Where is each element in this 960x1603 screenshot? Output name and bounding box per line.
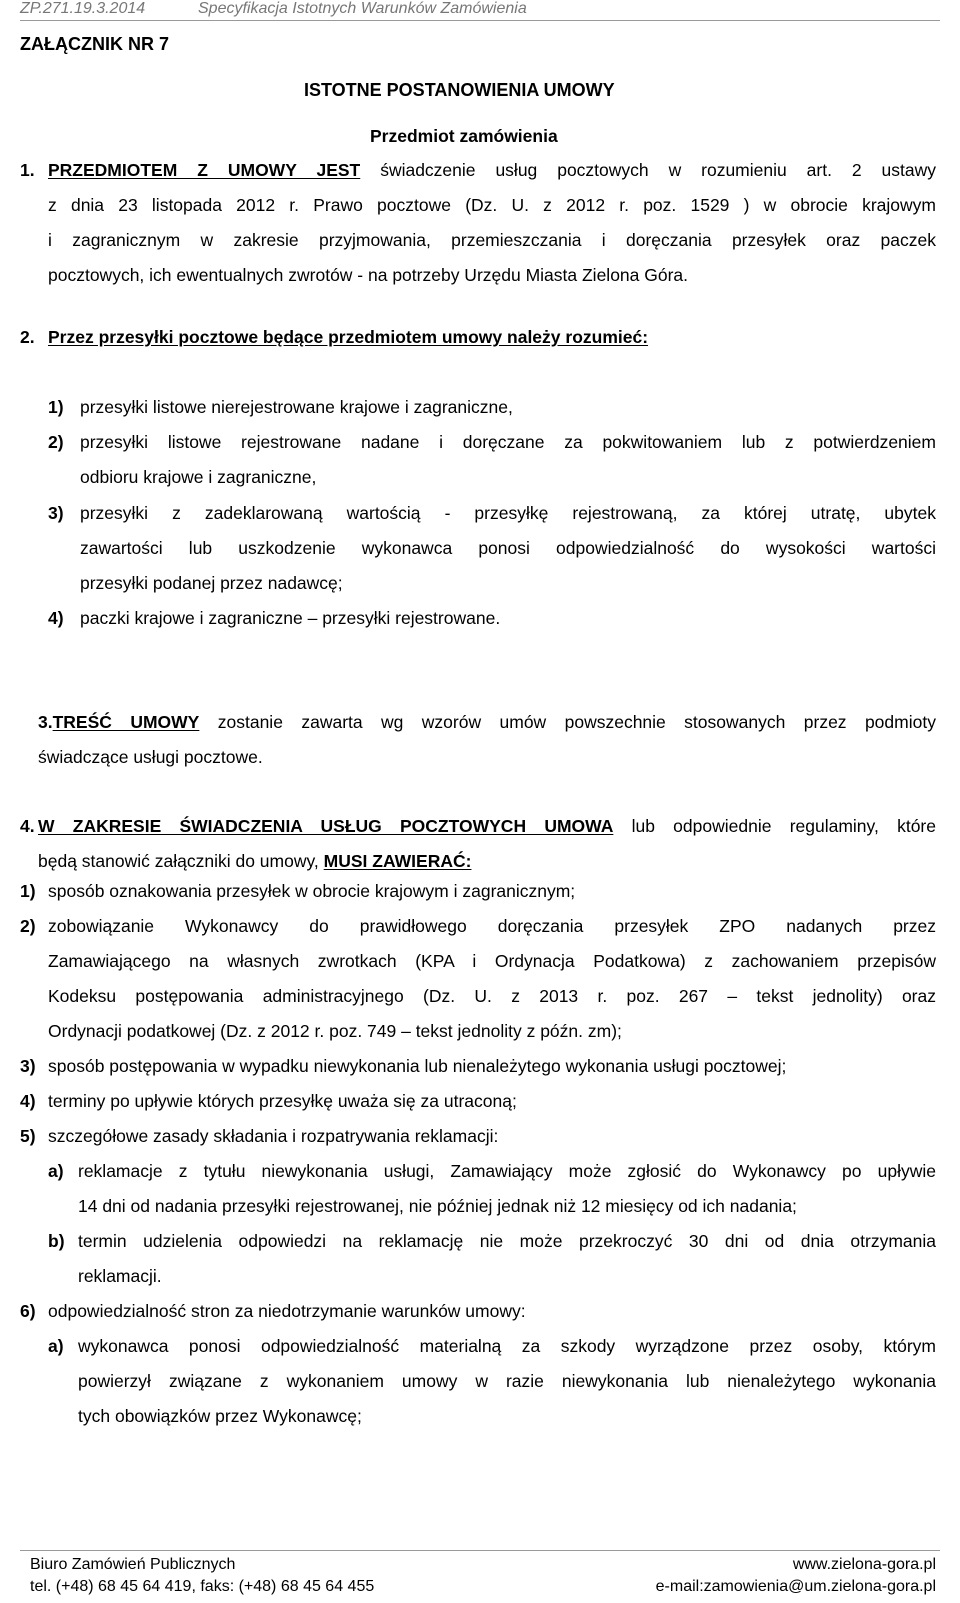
must-contain-label: MUSI ZAWIERAĆ: bbox=[323, 851, 472, 871]
footer-website-link[interactable]: www.zielona-gora.pl bbox=[792, 1556, 936, 1573]
list-item-continuation: odbioru krajowe i zagraniczne, bbox=[80, 467, 317, 487]
list-item-number: 1) bbox=[20, 881, 36, 901]
section-1-text: PRZEDMIOTEM Z UMOWY JEST świadczenie usług pocztowych w rozumieniu art. 2 ustawy z dnia 23 listopada 2012 r. Prawo pocztowe (Dz. U. z 2012 r. poz. 1529 ) w obrocie krajowym i zagranicznym w zakresie przyjmowania, przemieszczania i doręczania przesyłek oraz paczek pocztowych, ich ewentualnych zwrotów - na potrzeby Urzędu Miasta Zielona Góra. bbox=[48, 160, 936, 285]
list-item: odpowiedzialność stron za niedotrzymanie warunków umowy: bbox=[48, 1301, 526, 1321]
sub-item: reklamacje z tytułu niewykonania usługi, Zamawiający może zgłosić do Wykonawcy po upływie 14 dni od nadania przesyłki rejestrowanej, nie później jednak niż 12 miesięcy od ich nadania; bbox=[78, 1161, 936, 1216]
list-item: szczegółowe zasady składania i rozpatrywania reklamacji: bbox=[48, 1126, 499, 1146]
list-item: sposób oznakowania przesyłek w obrocie krajowym i zagranicznym; bbox=[48, 881, 576, 901]
list-item-number: 6) bbox=[20, 1301, 36, 1321]
list-item-number: 4) bbox=[20, 1091, 36, 1111]
annex-title: ZAŁĄCZNIK NR 7 bbox=[20, 34, 169, 54]
section-3-lead: TREŚĆ UMOWY bbox=[52, 712, 200, 732]
section-1-lead: PRZEDMIOTEM Z UMOWY JEST bbox=[48, 160, 361, 180]
document-reference: ZP.271.19.3.2014 bbox=[20, 0, 146, 17]
list-item: terminy po upływie których przesyłkę uważa się za utraconą; bbox=[48, 1091, 517, 1111]
list-item-number: 3) bbox=[20, 1056, 36, 1076]
list-item-number: 5) bbox=[20, 1126, 36, 1146]
sub-item-number: a) bbox=[48, 1336, 64, 1356]
sub-item-number: a) bbox=[48, 1161, 64, 1181]
sub-item-number: b) bbox=[48, 1231, 65, 1251]
document-title: Specyfikacja Istotnych Warunków Zamówienia bbox=[198, 0, 527, 17]
footer-email-link[interactable]: e-mail:zamowienia@um.zielona-gora.pl bbox=[655, 1578, 936, 1595]
section-4-lead: W ZAKRESIE ŚWIADCZENIA USŁUG POCZTOWYCH UMOWA bbox=[38, 816, 614, 836]
list-item-number: 4) bbox=[48, 608, 64, 628]
sub-item: termin udzielenia odpowiedzi na reklamację nie może przekroczyć 30 dni od dnia otrzymania reklamacji. bbox=[78, 1231, 936, 1286]
section-4-text: W ZAKRESIE ŚWIADCZENIA USŁUG POCZTOWYCH UMOWA lub odpowiednie regulaminy, które będą stanowić załączniki do umowy, MUSI ZAWIERAĆ: bbox=[38, 816, 936, 871]
list-item: przesyłki listowe rejestrowane nadane i doręczane za pokwitowaniem lub z potwierdzeniem bbox=[80, 432, 936, 452]
list-item: paczki krajowe i zagraniczne – przesyłki rejestrowane. bbox=[80, 608, 501, 628]
list-item: przesyłki listowe nierejestrowane krajowe i zagraniczne, bbox=[80, 397, 513, 417]
section-3-number: 3. bbox=[38, 712, 53, 732]
section-3-text: 3.TREŚĆ UMOWY zostanie zawarta wg wzorów umów powszechnie stosowanych przez podmioty świadczące usługi pocztowe. bbox=[38, 712, 936, 767]
list-item-number: 2) bbox=[48, 432, 64, 452]
section-4-number: 4. bbox=[20, 816, 35, 836]
section-subtitle: Przedmiot zamówienia bbox=[370, 126, 558, 146]
list-item-number: 3) bbox=[48, 503, 64, 523]
section-1-number: 1. bbox=[20, 160, 35, 180]
list-item-number: 2) bbox=[20, 916, 36, 936]
list-item: sposób postępowania w wypadku niewykonania lub nienależytego wykonania usługi pocztowej; bbox=[48, 1056, 787, 1076]
header-divider bbox=[20, 20, 940, 21]
list-item: przesyłki z zadeklarowaną wartością - przesyłkę rejestrowaną, za której utratę, ubytek zawartości lub uszkodzenie wykonawca ponosi odpowiedzialność do wysokości wartości przesyłki podanej przez nadawcę; bbox=[80, 503, 936, 593]
section-2-lead: Przez przesyłki pocztowe będące przedmiotem umowy należy rozumieć: bbox=[48, 327, 649, 347]
section-2-number: 2. bbox=[20, 327, 35, 347]
footer-divider bbox=[20, 1550, 940, 1551]
page-header bbox=[20, 0, 940, 20]
footer-office: Biuro Zamówień Publicznych bbox=[30, 1556, 236, 1573]
footer-phone: tel. (+48) 68 45 64 419, faks: (+48) 68 45 64 455 bbox=[30, 1578, 375, 1595]
list-item: zobowiązanie Wykonawcy do prawidłowego doręczania przesyłek ZPO nadanych przez Zamawiającego na własnych zwrotkach (KPA i Ordynacja Podatkowa) z zachowaniem przepisów Kodeksu postępowania administracyjnego (Dz. U. z 2013 r. poz. 267 – tekst jednolity) oraz Ordynacji podatkowej (Dz. z 2012 r. poz. 749 – tekst jednolity z późn. zm); bbox=[48, 916, 936, 1041]
list-item-number: 1) bbox=[48, 397, 64, 417]
sub-item: wykonawca ponosi odpowiedzialność materialną za szkody wyrządzone przez osoby, którym powierzył związane z wykonaniem umowy w razie niewykonania lub nienależytego wykonania tych obowiązków przez Wykonawcę; bbox=[78, 1336, 936, 1426]
main-title: ISTOTNE POSTANOWIENIA UMOWY bbox=[304, 80, 615, 100]
